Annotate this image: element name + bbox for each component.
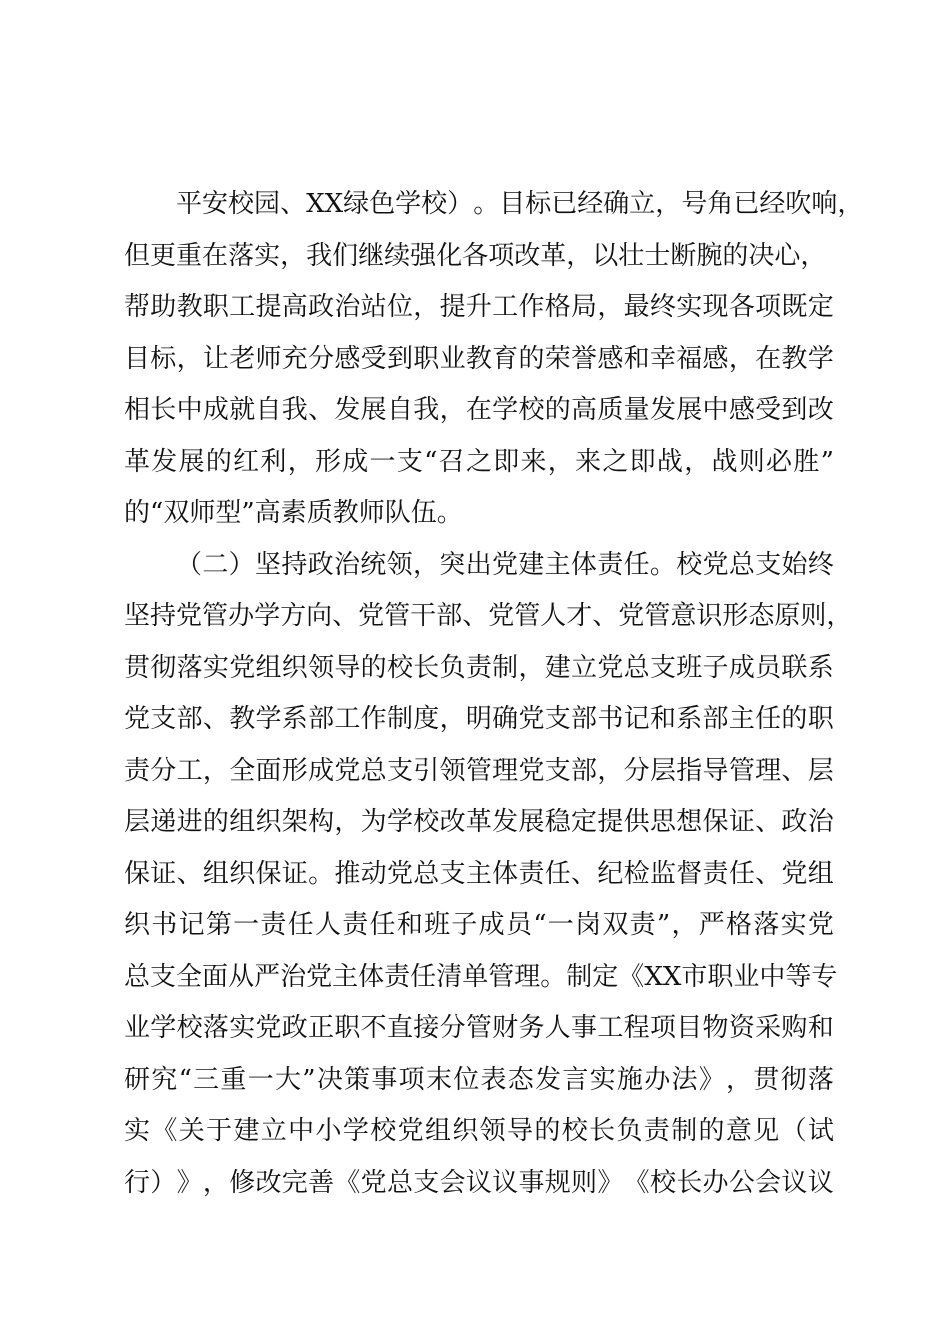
text-line: 总 支 全 面 从 严 治 党 主 体 责 任 清 单 管 理 。 制 定 《 XX 市 职 业 中 等 专	[124, 961, 838, 992]
text-line: 保 证 、 组 织 保 证 。 推 动 党 总 支 主 体 责 任 、 纪 检 监 督 责 任 、 党 组	[124, 858, 834, 889]
text-line: 层 递 进 的 组 织 架 构 ， 为 学 校 改 革 发 展 稳 定 提 供 思 想 保 证 、 政 治	[124, 807, 834, 837]
text-line: 党 支 部 、 教 学 系 部 工 作 制 度 ， 明 确 党 支 部 书 记 和 系 部 主 任 的 职	[124, 704, 834, 734]
text-line: 但 更 重 在 落 实 ， 我 们 继 续 强 化 各 项 改 革 ， 以 壮 士 断 腕 的 决 心 ，	[124, 240, 827, 271]
text-line: 相 长 中 成 就 自 我 、 发 展 自 我 ， 在 学 校 的 高 质 量 发 展 中 感 受 到 改	[124, 395, 834, 425]
text-line: 研 究 “ 三 重 一 大 ” 决 策 事 项 末 位 表 态 发 言 实 施 办 法 》 ， 贯 彻 落	[124, 1064, 834, 1095]
text-line: 革 发 展 的 红 利 ， 形 成 一 支 “ 召 之 即 来 ， 来 之 即 战 ， 战 则 必 胜 ”	[124, 446, 834, 477]
text-line: 帮 助 教 职 工 提 高 政 治 站 位 ， 提 升 工 作 格 局 ， 最 终 实 现 各 项 既 定	[124, 292, 834, 322]
text-line: 贯 彻 落 实 党 组 织 领 导 的 校 长 负 责 制 ， 建 立 党 总 支 班 子 成 员 联 系	[124, 652, 834, 683]
text-line: （ 二 ） 坚 持 政 治 统 领 ， 突 出 党 建 主 体 责 任 。 校 党 总 支 始 终	[176, 549, 834, 580]
text-line: 平 安 校 园 、 XX 绿 色 学 校 ） 。 目 标 已 经 确 立 ， 号 角 已 经 吹 响 ，	[176, 189, 864, 219]
body-text	[124, 182, 864, 1212]
text-line: 目 标 ， 让 老 师 充 分 感 受 到 职 业 教 育 的 荣 誉 感 和 幸 福 感 ， 在 教 学	[124, 343, 834, 374]
text-line: 坚 持 党 管 办 学 方 向 、 党 管 干 部 、 党 管 人 才 、 党 管 意 识 形 态 原 则 ，	[124, 601, 853, 631]
text-line: 责 分 工 ， 全 面 形 成 党 总 支 引 领 管 理 党 支 部 ， 分 层 指 导 管 理 、 层	[124, 755, 834, 786]
text-line: 业 学 校 落 实 党 政 正 职 不 直 接 分 管 财 务 人 事 工 程 项 目 物 资 采 购 和	[124, 1013, 834, 1043]
text-line: 的 “ 双 师 型 ” 高 素 质 教 师 队 伍 。	[124, 498, 463, 528]
text-line: 行 ） 》 ， 修 改 完 善 《 党 总 支 会 议 议 事 规 则 》 《 校 长 办 公 会 议 议	[124, 1167, 834, 1198]
text-line: 织 书 记 第 一 责 任 人 责 任 和 班 子 成 员 “ 一 岗 双 责 ” ， 严 格 落 实 党	[124, 910, 834, 940]
text-line: 实 《 关 于 建 立 中 小 学 校 党 组 织 领 导 的 校 长 负 责 制 的 意 见 （ 试	[124, 1116, 834, 1146]
